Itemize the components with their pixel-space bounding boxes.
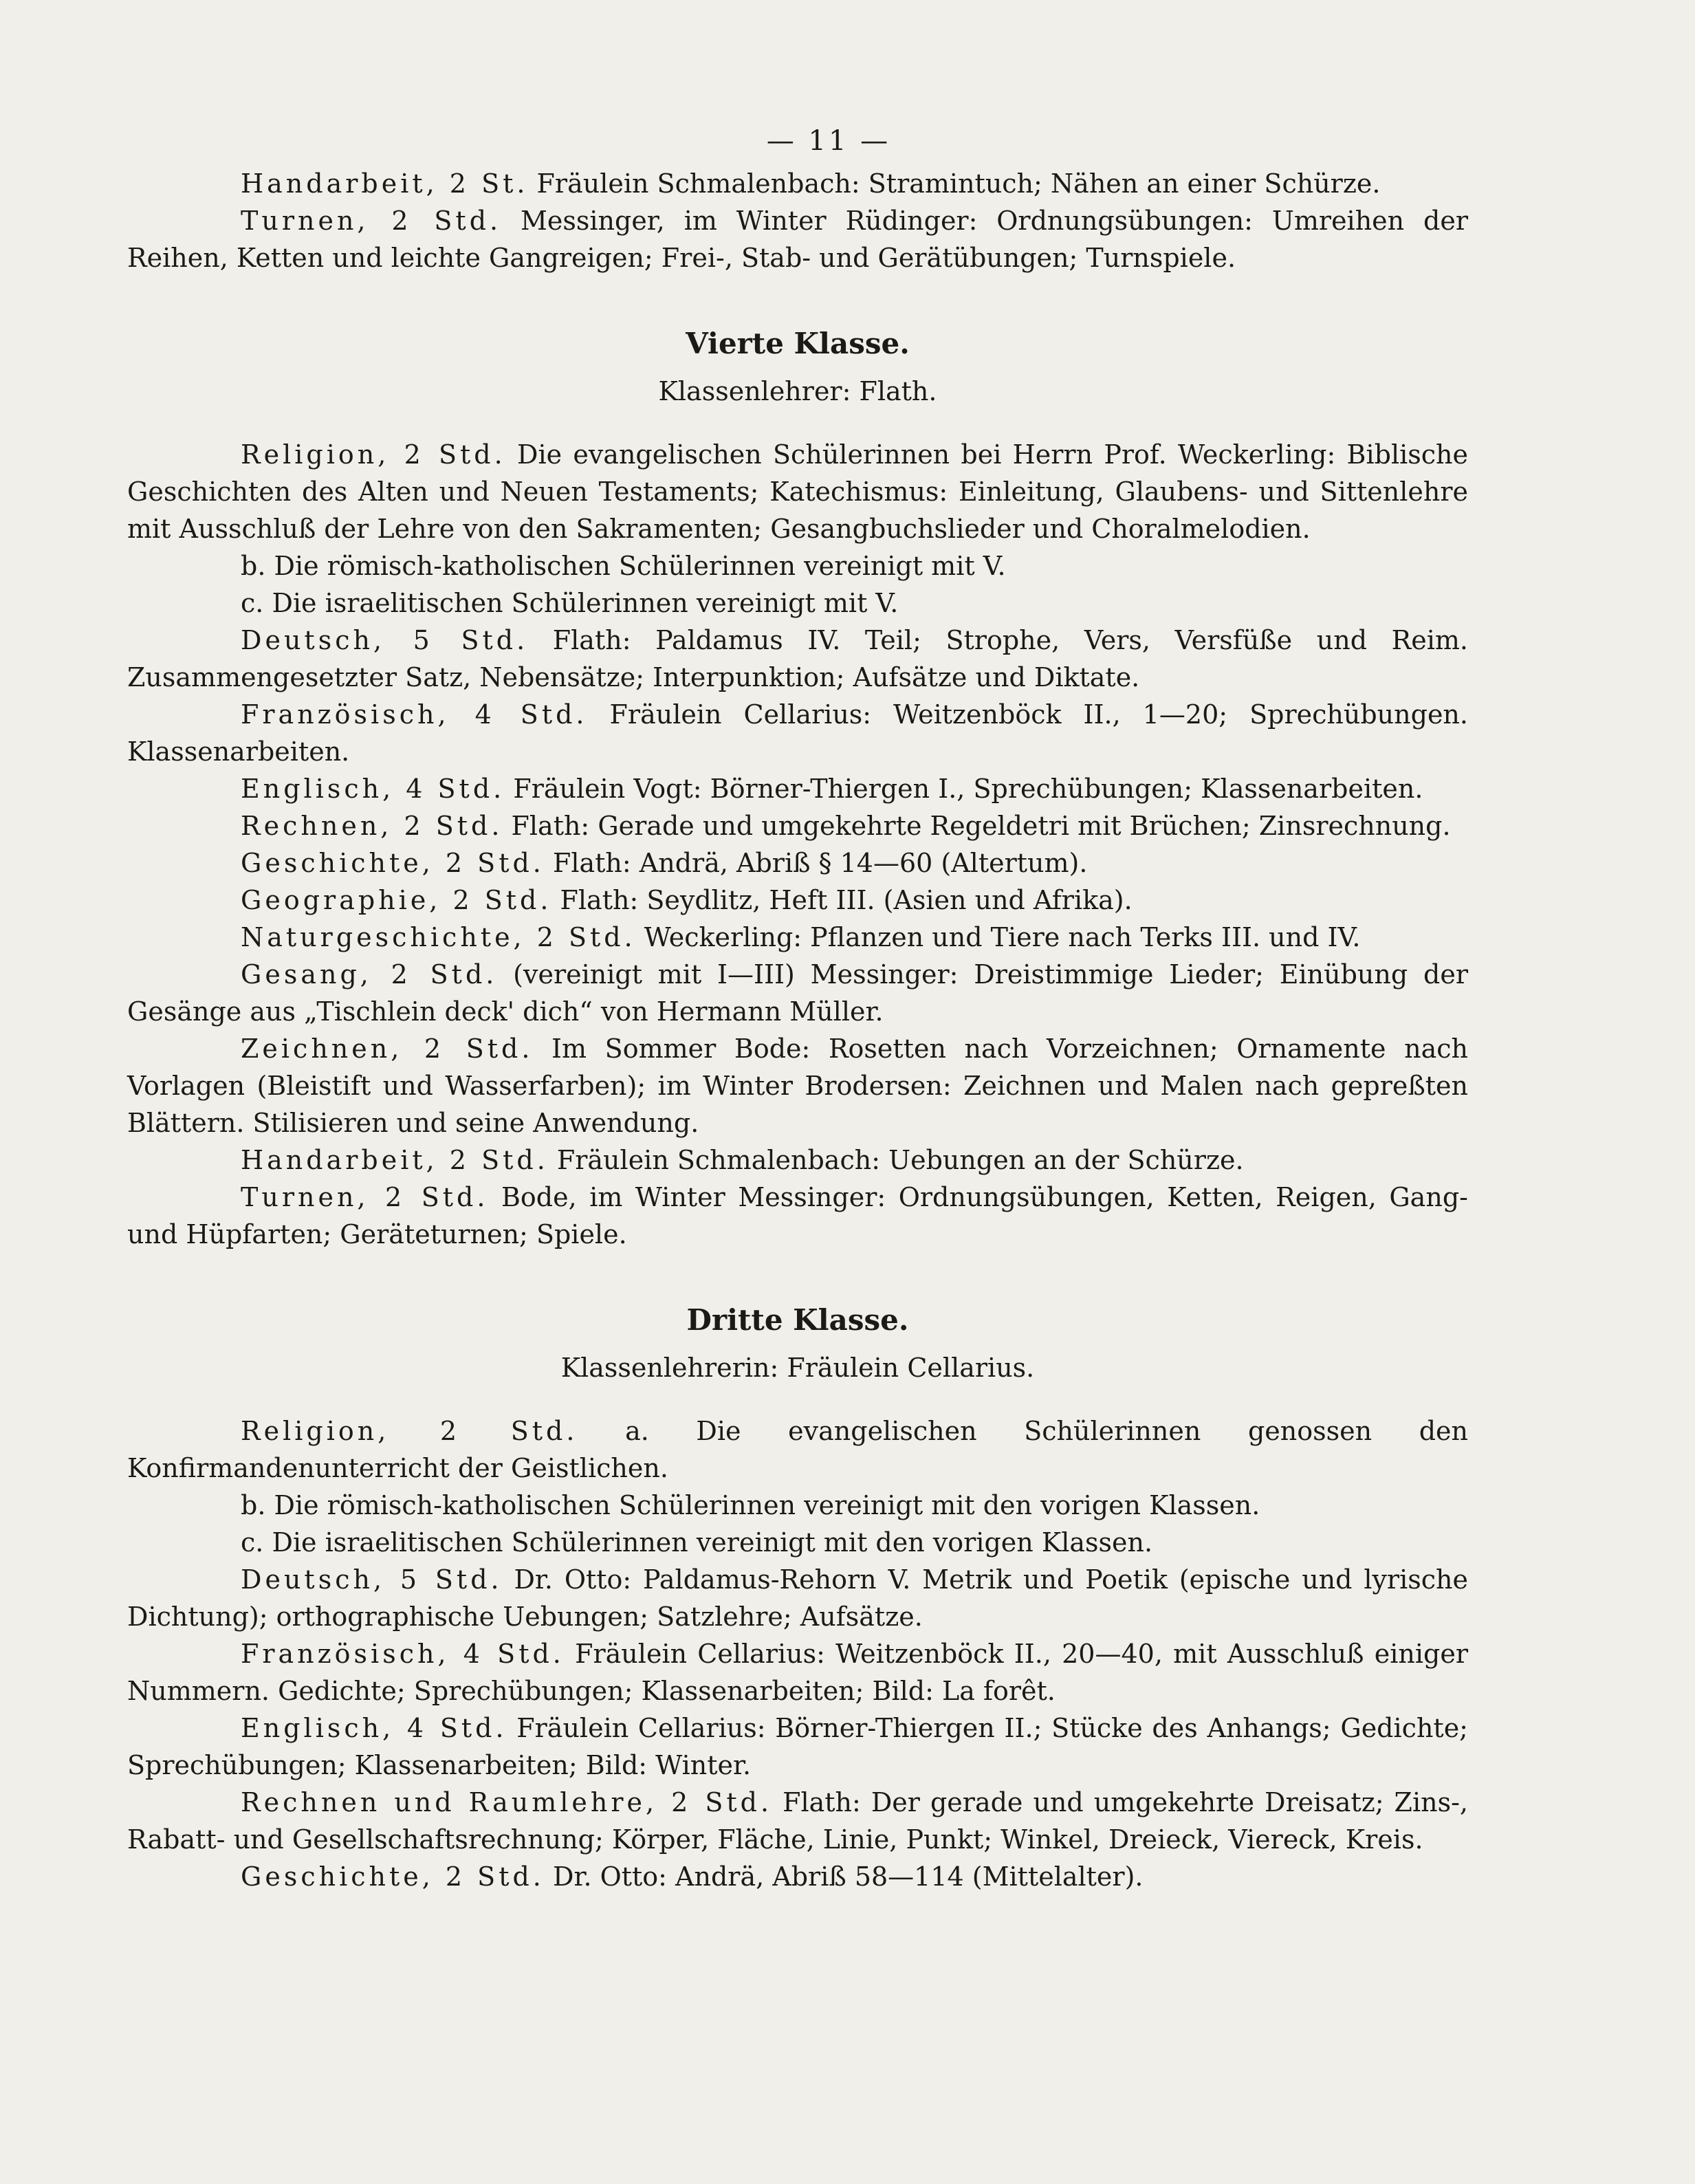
paragraph-geschichte-vierte (127, 844, 1468, 882)
paragraph-religion-b-dritte: b. Die römisch-katholischen Schülerinnen vereinigt mit den vorigen Klassen. (241, 1490, 1260, 1520)
paragraph-religion-b-vierte: b. Die römisch-katholischen Schülerinnen vereinigt mit V. (241, 551, 1006, 581)
subject-label: Englisch, 4 Std. (241, 774, 505, 804)
paragraph-religion-c-vierte: c. Die israelitischen Schülerinnen vereinigt mit V. (241, 588, 899, 618)
subject-label: Deutsch, 5 Std. (241, 1564, 503, 1595)
subject-label: Religion, 2 Std. (241, 439, 506, 470)
subject-label: Geographie, 2 Std. (241, 885, 552, 915)
subject-label: Handarbeit, 2 Std. (241, 1145, 549, 1175)
paragraph-rechnen-vierte (127, 807, 1468, 844)
paragraph-englisch-dritte (127, 1710, 1468, 1784)
paragraph-text: Flath: Der gerade und umgekehrte Dreisatz; Zins-, Rabatt- und Gesellschaftsrechnung; Körper, Fläche, Linie, Punkt; Winkel, Dreieck, Viereck, Kreis. (127, 1787, 1468, 1855)
section-title-vierte-klasse: Vierte Klasse. (686, 327, 910, 360)
paragraph-religion-vierte (127, 436, 1468, 547)
paragraph-turnen-top (127, 202, 1468, 276)
paragraph-gesang-vierte (127, 956, 1468, 1030)
paragraph-text: Bode, im Winter Messinger: Ordnungsübungen, Ketten, Reigen, Gang- und Hüpfarten; Geräteturnen; Spiele. (127, 1182, 1468, 1249)
paragraph-englisch-vierte (127, 770, 1468, 807)
paragraph-franzoesisch-vierte (127, 696, 1468, 770)
paragraph-text: (vereinigt mit I—III) Messinger: Dreistimmige Lieder; Einübung der Gesänge aus „Tischlein deck' dich“ von Hermann Müller. (127, 959, 1468, 1027)
subject-label: Geschichte, 2 Std. (241, 1861, 545, 1892)
paragraph-text: Fräulein Schmalenbach: Stramintuch; Nähen an einer Schürze. (536, 168, 1381, 199)
paragraph-franzoesisch-dritte (127, 1635, 1468, 1710)
paragraph-text: Fräulein Schmalenbach: Uebungen an der Schürze. (556, 1145, 1244, 1175)
paragraph-text: Die evangelischen Schülerinnen bei Herrn Prof. Weckerling: Biblische Geschichten des Alten und Neuen Testaments; Katechismus: Einleitung, Glaubens- und Sittenlehre mit Ausschluß der Lehre von den Sakramenten; Gesangbuchslieder und Choralmelodien. (127, 439, 1468, 544)
paragraph-text: Flath: Seydlitz, Heft III. (Asien und Afrika). (560, 885, 1133, 915)
paragraph-text: Fräulein Cellarius: Börner-Thiergen II.; Stücke des Anhangs; Gedichte; Sprechübungen; Klassenarbeiten; Bild: Winter. (127, 1713, 1468, 1780)
subject-label: Zeichnen, 2 Std. (241, 1034, 534, 1064)
subject-label: Deutsch, 5 Std. (241, 625, 529, 655)
paragraph-turnen-vierte (127, 1179, 1468, 1253)
paragraph-deutsch-vierte (127, 622, 1468, 696)
paragraph-text: Flath: Andrä, Abriß § 14—60 (Altertum). (552, 848, 1088, 878)
paragraph-text: Messinger, im Winter Rüdinger: Ordnungsübungen: Umreihen der Reihen, Ketten und leichte Gangreigen; Frei-, Stab- und Gerätübungen; Turnspiele. (127, 206, 1468, 273)
subject-label: Turnen, 2 Std. (241, 206, 502, 236)
paragraph-text: Fräulein Cellarius: Weitzenböck II., 20—40, mit Ausschluß einiger Nummern. Gedichte; Sprechübungen; Klassenarbeiten; Bild: La forêt. (127, 1639, 1468, 1706)
subject-label: Turnen, 2 Std. (241, 1182, 489, 1212)
paragraph-text: Flath: Paldamus IV. Teil; Strophe, Vers, Versfüße und Reim. Zusammengesetzter Satz, Nebensätze; Interpunktion; Aufsätze und Diktate. (127, 625, 1469, 692)
paragraph-deutsch-dritte (127, 1561, 1468, 1635)
subject-label: Handarbeit, 2 St. (241, 168, 529, 199)
paragraph-text: Dr. Otto: Andrä, Abriß 58—114 (Mittelalter). (552, 1861, 1144, 1892)
subject-label: Geschichte, 2 Std. (241, 848, 545, 878)
subject-label: Naturgeschichte, 2 Std. (241, 922, 636, 952)
subject-label: Religion, 2 Std. (241, 1416, 578, 1446)
paragraph-text: Im Sommer Bode: Rosetten nach Vorzeichnen; Ornamente nach Vorlagen (Bleistift und Wasserfarben); im Winter Brodersen: Zeichnen und Malen nach gepreßten Blättern. Stilisieren und seine Anwendung. (127, 1034, 1468, 1138)
subject-label: Französisch, 4 Std. (241, 699, 588, 730)
subject-label: Französisch, 4 Std. (241, 1639, 565, 1669)
section-title-dritte-klasse: Dritte Klasse. (686, 1303, 909, 1337)
paragraph-rechnen-dritte (127, 1784, 1468, 1858)
paragraph-text: Dr. Otto: Paldamus-Rehorn V. Metrik und Poetik (epische und lyrische Dichtung); orthographische Uebungen; Satzlehre; Aufsätze. (127, 1564, 1468, 1632)
class-teacher-vierte: Klassenlehrer: Flath. (658, 376, 937, 406)
paragraph-naturgeschichte-vierte (127, 919, 1468, 956)
class-teacher-dritte: Klassenlehrerin: Fräulein Cellarius. (560, 1353, 1035, 1383)
paragraph-text: a. Die evangelischen Schülerinnen genossen den Konfirmandenunterricht der Geistlichen. (127, 1416, 1468, 1483)
paragraph-geographie-vierte (127, 882, 1468, 919)
subject-label: Rechnen und Raumlehre, 2 Std. (241, 1787, 773, 1817)
paragraph-geschichte-dritte (127, 1858, 1468, 1895)
subject-label: Englisch, 4 Std. (241, 1713, 507, 1743)
page-number: — 11 — (766, 125, 891, 157)
paragraph-text: Weckerling: Pflanzen und Tiere nach Terks III. und IV. (644, 922, 1361, 952)
paragraph-zeichnen-vierte (127, 1030, 1468, 1142)
paragraph-religion-dritte (127, 1412, 1468, 1487)
subject-label: Gesang, 2 Std. (241, 959, 498, 990)
paragraph-text: Fräulein Vogt: Börner-Thiergen I., Sprechübungen; Klassenarbeiten. (513, 774, 1423, 804)
paragraph-handarbeit-vierte (127, 1142, 1468, 1179)
paragraph-handarbeit-top (127, 165, 1468, 202)
paragraph-text: Fräulein Cellarius: Weitzenböck II., 1—20; Sprechübungen. Klassenarbeiten. (127, 699, 1468, 767)
paragraph-text: Flath: Gerade und umgekehrte Regeldetri mit Brüchen; Zinsrechnung. (511, 811, 1451, 841)
paragraph-religion-c-dritte: c. Die israelitischen Schülerinnen vereinigt mit den vorigen Klassen. (241, 1527, 1153, 1558)
subject-label: Rechnen, 2 Std. (241, 811, 503, 841)
